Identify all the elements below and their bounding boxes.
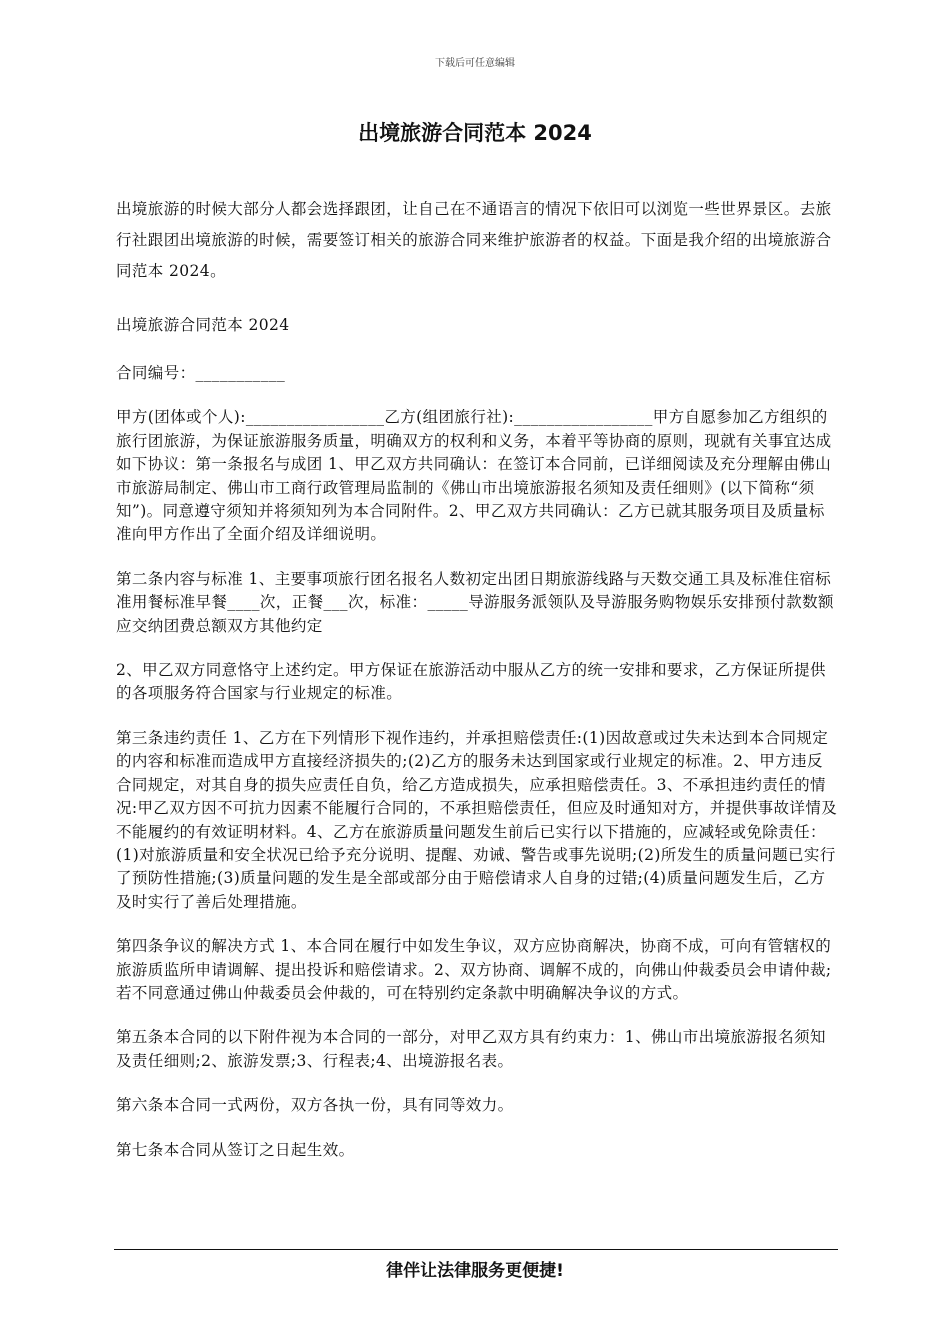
intro-paragraph: 出境旅游的时候大部分人都会选择跟团，让自己在不通语言的情况下依旧可以浏览一些世界景区。去旅行社跟团出境旅游的时候，需要签订相关的旅游合同来维护旅游者的权益。下面是我介绍的出境旅游合同范本 2024。 [116, 200, 832, 280]
article-6-paragraph: 第六条本合同一式两份，双方各执一份，具有同等效力。 [116, 1096, 514, 1115]
footer-slogan: 律伴让法律服务更便捷! [386, 1261, 564, 1281]
document-body [116, 194, 838, 1162]
article-1-paragraph: 甲方(团体或个人):_________________乙方(组团旅行社):_________________甲方自愿参加乙方组织的旅行团旅游，为保证旅游服务质量，明确双方的权利和义务，本着平等协商的原则，现就有关事宜达成如下协议：第一条报名与成团 1、甲乙双方共同确认：在签订本合同前，已详细阅读及充分理解由佛山市旅游局制定、佛山市工商行政管理局监制的《佛山市出境旅游报名须知及责任细则》(以下简称“须知”)。同意遵守须知并将须知列为本合同附件。2、甲乙双方共同确认：乙方已就其服务项目及质量标准向甲方作出了全面介绍及详细说明。 [116, 408, 832, 544]
document-title: 出境旅游合同范本 2024 [358, 121, 592, 145]
subtitle: 出境旅游合同范本 2024 [116, 316, 290, 334]
footer-divider [114, 1249, 838, 1250]
article-2-clause-2: 2、甲乙双方同意恪守上述约定。甲方保证在旅游活动中服从乙方的统一安排和要求，乙方保证所提供的各项服务符合国家与行业规定的标准。 [116, 661, 826, 703]
article-7-paragraph: 第七条本合同从签订之日起生效。 [116, 1140, 355, 1159]
header-note: 下载后可任意编辑 [435, 58, 515, 69]
article-3-paragraph: 第三条违约责任 1、乙方在下列情形下视作违约，并承担赔偿责任:(1)因故意或过失未达到本合同规定的内容和标准而造成甲方直接经济损失的;(2)乙方的服务未达到国家或行业规定的标准。2、甲方违反合同规定，对其自身的损失应责任自负，给乙方造成损失，应承担赔偿责任。3、不承担违约责任的情况:甲乙双方因不可抗力因素不能履行合同的，不承担赔偿责任，但应及时通知对方，并提供事故详情及不能履约的有效证明材料。4、乙方在旅游质量问题发生前后已实行以下措施的，应减轻或免除责任：(1)对旅游质量和安全状况已给予充分说明、提醒、劝诫、警告或事先说明;(2)所发生的质量问题已实行了预防性措施;(3)质量问题的发生是全部或部分由于赔偿请求人自身的过错;(4)质量问题发生后，乙方及时实行了善后处理措施。 [116, 728, 838, 911]
article-4-paragraph: 第四条争议的解决方式 1、本合同在履行中如发生争议，双方应协商解决，协商不成，可向有管辖权的旅游质监所申请调解、提出投诉和赔偿请求。2、双方协商、调解不成的，向佛山仲裁委员会申请仲裁;若不同意通过佛山仲裁委员会仲裁的，可在特别约定条款中明确解决争议的方式。 [116, 937, 832, 1002]
article-5-paragraph: 第五条本合同的以下附件视为本合同的一部分，对甲乙双方具有约束力：1、佛山市出境旅游报名须知及责任细则;2、旅游发票;3、行程表;4、出境游报名表。 [116, 1028, 826, 1070]
article-2-paragraph: 第二条内容与标准 1、主要事项旅行团名报名人数初定出团日期旅游线路与天数交通工具及标准住宿标准用餐标准早餐____次，正餐___次，标准：_____导游服务派领队及导游服务购物娱乐安排预付款数额应交纳团费总额双方其他约定 [116, 569, 834, 635]
contract-number: 合同编号：___________ [116, 364, 286, 382]
